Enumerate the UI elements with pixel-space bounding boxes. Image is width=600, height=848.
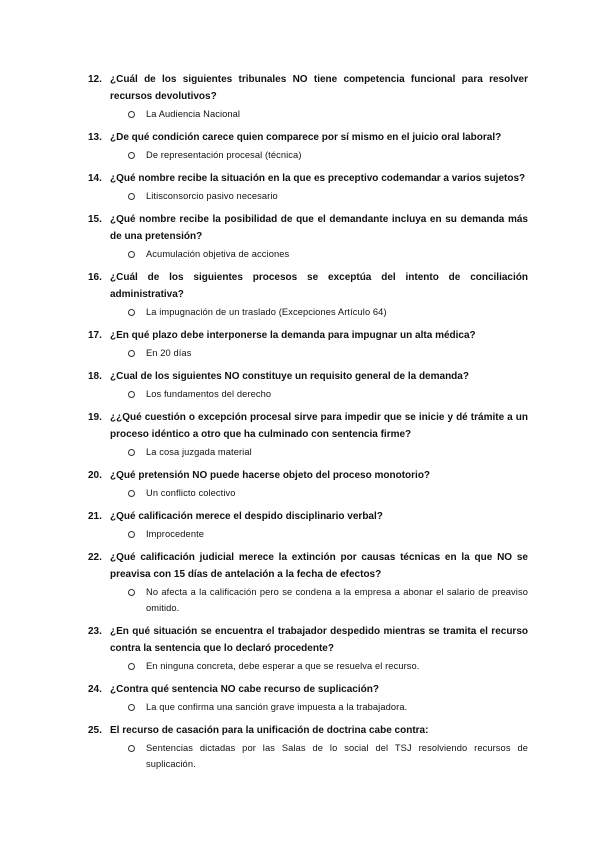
answer-text: Los fundamentos del derecho bbox=[146, 389, 272, 399]
question-number: 21. bbox=[88, 511, 102, 522]
circle-bullet-icon bbox=[128, 663, 135, 670]
circle-bullet-icon bbox=[128, 309, 135, 316]
circle-bullet-icon bbox=[128, 449, 135, 456]
answer-text: En ninguna concreta, debe esperar a que se resuelva el recurso. bbox=[146, 661, 420, 671]
answer-text: La que confirma una sanción grave impuesta a la trabajadora. bbox=[146, 702, 408, 712]
answer-text: En 20 días bbox=[146, 348, 192, 358]
question-number: 20. bbox=[88, 470, 102, 481]
question-item bbox=[88, 681, 528, 715]
question-item bbox=[88, 170, 528, 204]
answer-item bbox=[110, 246, 528, 262]
answer-text: Un conflicto colectivo bbox=[146, 488, 236, 498]
question-text: ¿Qué nombre recibe la situación en la que es preceptivo codemandar a varios sujetos? bbox=[110, 173, 526, 184]
circle-bullet-icon bbox=[128, 251, 135, 258]
question-number: 12. bbox=[88, 74, 102, 85]
question-text: ¿De qué condición carece quien comparece por sí mismo en el juicio oral laboral? bbox=[110, 132, 502, 143]
question-text: ¿Qué calificación merece el despido disciplinario verbal? bbox=[110, 511, 383, 522]
circle-bullet-icon bbox=[128, 490, 135, 497]
answer-item bbox=[110, 526, 528, 542]
question-number: 14. bbox=[88, 173, 102, 184]
circle-bullet-icon bbox=[128, 589, 135, 596]
question-item bbox=[88, 409, 528, 460]
circle-bullet-icon bbox=[128, 152, 135, 159]
question-number: 24. bbox=[88, 684, 102, 695]
answer-text: No afecta a la calificación pero se condena a la empresa a abonar el salario de preaviso omitido. bbox=[146, 587, 528, 613]
circle-bullet-icon bbox=[128, 193, 135, 200]
answer-item bbox=[110, 345, 528, 361]
answer-item bbox=[110, 188, 528, 204]
answer-item bbox=[110, 699, 528, 715]
question-text: ¿Cual de los siguientes NO constituye un requisito general de la demanda? bbox=[110, 371, 469, 382]
answer-item bbox=[110, 106, 528, 122]
question-text: ¿Qué nombre recibe la posibilidad de que el demandante incluya en su demanda más de una pretensión? bbox=[110, 214, 528, 242]
circle-bullet-icon bbox=[128, 111, 135, 118]
answer-item bbox=[110, 444, 528, 460]
circle-bullet-icon bbox=[128, 531, 135, 538]
answer-item bbox=[110, 740, 528, 772]
question-text: ¿Contra qué sentencia NO cabe recurso de suplicación? bbox=[110, 684, 379, 695]
question-number: 18. bbox=[88, 371, 102, 382]
question-item bbox=[88, 623, 528, 674]
question-item bbox=[88, 71, 528, 122]
question-number: 22. bbox=[88, 552, 102, 563]
question-text: ¿¿Qué cuestión o excepción procesal sirve para impedir que se inicie y dé trámite a un proceso idéntico a otro que ha culminado con sentencia firme? bbox=[110, 412, 528, 440]
question-number: 15. bbox=[88, 214, 102, 225]
question-item bbox=[88, 722, 528, 772]
question-item bbox=[88, 211, 528, 262]
answer-item bbox=[110, 147, 528, 163]
question-text: ¿Cuál de los siguientes tribunales NO tiene competencia funcional para resolver recursos devolutivos? bbox=[110, 74, 528, 102]
answer-item bbox=[110, 584, 528, 616]
question-number: 19. bbox=[88, 412, 102, 423]
question-list bbox=[88, 71, 528, 772]
question-number: 16. bbox=[88, 272, 102, 283]
question-item bbox=[88, 327, 528, 361]
question-number: 25. bbox=[88, 725, 102, 736]
answer-text: Improcedente bbox=[146, 529, 205, 539]
answer-item bbox=[110, 386, 528, 402]
question-item bbox=[88, 368, 528, 402]
answer-text: Acumulación objetiva de acciones bbox=[146, 249, 290, 259]
answer-text: Sentencias dictadas por las Salas de lo social del TSJ resolviendo recursos de suplicación. bbox=[146, 743, 528, 769]
answer-text: La impugnación de un traslado (Excepciones Artículo 64) bbox=[146, 307, 387, 317]
circle-bullet-icon bbox=[128, 704, 135, 711]
answer-item bbox=[110, 658, 528, 674]
question-text: El recurso de casación para la unificación de doctrina cabe contra: bbox=[110, 725, 429, 736]
circle-bullet-icon bbox=[128, 391, 135, 398]
question-number: 23. bbox=[88, 626, 102, 637]
answer-item bbox=[110, 304, 528, 320]
answer-item bbox=[110, 485, 528, 501]
answer-text: La cosa juzgada material bbox=[146, 447, 252, 457]
question-text: ¿Qué calificación judicial merece la extinción por causas técnicas en la que NO se preavisa con 15 días de antelación a la fecha de efectos? bbox=[110, 552, 528, 580]
question-text: ¿Cuál de los siguientes procesos se exceptúa del intento de conciliación administrativa? bbox=[110, 272, 528, 300]
question-number: 13. bbox=[88, 132, 102, 143]
question-text: ¿Qué pretensión NO puede hacerse objeto del proceso monotorio? bbox=[110, 470, 431, 481]
question-item bbox=[88, 549, 528, 616]
question-item bbox=[88, 467, 528, 501]
question-item bbox=[88, 508, 528, 542]
question-item bbox=[88, 269, 528, 320]
circle-bullet-icon bbox=[128, 745, 135, 752]
answer-text: De representación procesal (técnica) bbox=[146, 150, 302, 160]
answer-text: La Audiencia Nacional bbox=[146, 109, 241, 119]
question-text: ¿En qué situación se encuentra el trabajador despedido mientras se tramita el recurso contra la sentencia que lo declaró procedente? bbox=[110, 626, 528, 654]
question-number: 17. bbox=[88, 330, 102, 341]
answer-text: Litisconsorcio pasivo necesario bbox=[146, 191, 278, 201]
question-item bbox=[88, 129, 528, 163]
question-text: ¿En qué plazo debe interponerse la demanda para impugnar un alta médica? bbox=[110, 330, 476, 341]
circle-bullet-icon bbox=[128, 350, 135, 357]
